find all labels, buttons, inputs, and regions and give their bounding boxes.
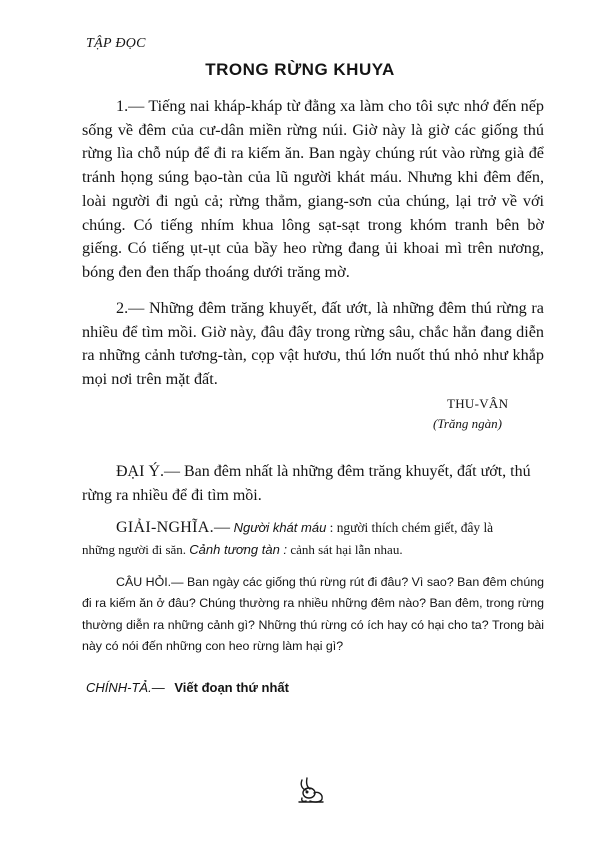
glossary-heading: GIẢI-NGHĨA.— [116, 519, 231, 536]
main-idea: ĐẠI Ý.— Ban đêm nhất là những đêm trăng khuyết, đất ướt, thú rừng ra nhiều để đi tìm mồi. [82, 463, 531, 504]
glossary-line-1 [116, 516, 544, 540]
rabbit-icon [296, 776, 326, 804]
reading-paragraph-1: 1.— Tiếng nai kháp-kháp từ đằng xa làm cho tôi sực nhớ đến nếp sống về đêm của cư-dân miền rừng núi. Giờ này là giờ các giống thú rừng lìa chỗ núp để đi ra kiếm ăn. Ban ngày chúng rút vào rừng già để tránh họng súng bạo-tàn của lũ người khát máu. Nhưng khi đêm đến, loài người đi ngủ cả; rừng thẳm, giang-sơn của chúng, lại trở về với chúng. Có tiếng nhím khua lông sạt-sạt trong khóm tranh bên bờ giếng. Có tiếng ụt-ụt của bầy heo rừng đang ủi khoai mì trên nương, bóng đen đen thấp thoáng dưới trăng mờ. [82, 97, 544, 281]
reading-paragraph-2: 2.— Những đêm trăng khuyết, đất ướt, là những đêm thú rừng ra nhiều để tìm mồi. Giờ này, đâu đây trong rừng sâu, chắc hẳn đang diễn ra những cảnh tương-tàn, cọp vật hươu, thú lớn nuốt thú nhỏ như khắp mọi nơi trên mặt đất. [82, 299, 544, 389]
glossary-definition-1: : người thích chém giết, đây là [329, 520, 494, 535]
dictation-text: Viết đoạn thứ nhất [174, 680, 289, 695]
glossary-term-1: Người khát máu [233, 520, 327, 535]
glossary-definition-1-cont: những người đi săn. [82, 542, 187, 557]
dictation-label: CHÍNH-TẢ.— [86, 680, 165, 695]
source-title: (Trăng ngàn) [433, 416, 502, 431]
glossary-line-2 [82, 540, 403, 560]
dictation-line [86, 680, 289, 695]
section-label: TẬP ĐỌC [86, 36, 146, 51]
glossary-term-2: Cảnh tương tàn : [189, 542, 288, 557]
lesson-title: TRONG RỪNG KHUYA [205, 60, 395, 79]
questions: CÂU HỎI.— Ban ngày các giống thú rừng rút đi đâu? Vì sao? Ban đêm chúng đi ra kiếm ăn ở đâu? Chúng thường ra nhiều những đêm nào? Ban đêm, trong rừng thường diễn ra những cảnh gì? Những thú rừng có ích hay có hại cho ta? Trong bài này có nói đến những con heo rừng làm hại gì? [82, 575, 544, 653]
author-name: THU-VÂN [447, 396, 509, 411]
glossary-definition-2: cảnh sát hại lẫn nhau. [290, 542, 403, 557]
